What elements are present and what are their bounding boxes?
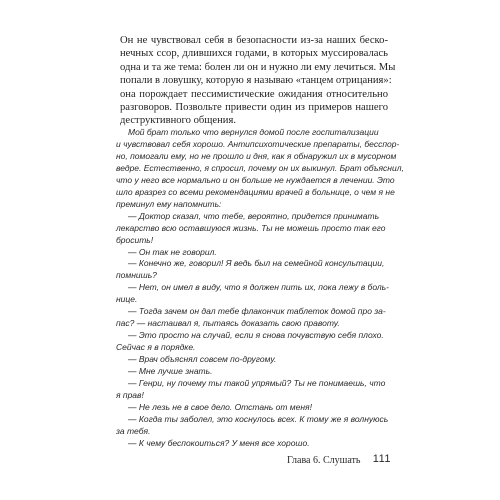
intro-line: она порождает пессимистические ожидания относительно	[120, 88, 388, 100]
quote-line: и чувствовал себя хорошо. Антипсихотические препараты, бесспор-	[116, 138, 400, 149]
quote-line: помнишь?	[116, 270, 157, 281]
quote-line: Сейчас я в порядке.	[116, 342, 196, 353]
quote-line: — Генри, ну почему ты такой упрямый? Ты не понимаешь, что	[128, 378, 386, 389]
intro-line: Он не чувствовал себя в безопасности из-за наших беско-	[120, 35, 388, 46]
quote-line: я прав!	[116, 389, 144, 400]
quote-line: — Врач объяснял совсем по-другому.	[128, 354, 277, 365]
quote-line: — Когда ты заболел, это коснулось всех. К тому же я волнуюсь	[128, 413, 389, 424]
quote-line: — Доктор сказал, что тебе, вероятно, придется принимать	[128, 210, 380, 221]
dialogue-excerpt	[116, 127, 404, 450]
intro-paragraph	[120, 34, 396, 128]
intro-line: разговоров. Позвольте привести один из примеров нашего	[120, 102, 388, 114]
quote-line: — Тогда зачем он дал тебе флакончик таблеток домой про за-	[128, 306, 386, 317]
page-footer	[287, 452, 391, 468]
quote-line: шло вразрез со всеми рекомендациями врачей в больнице, о чем я не	[116, 186, 395, 197]
quote-line: нице.	[116, 294, 138, 305]
running-footer-chapter: Глава 6. Слушать	[287, 455, 361, 466]
quote-line: бросить!	[116, 234, 154, 245]
quote-line: — Это просто на случай, если я снова почувствую себя плохо.	[128, 330, 384, 341]
quote-line: что у него все нормально и он больше не нуждается в лечении. Это	[116, 174, 395, 185]
page-number: 111	[372, 453, 391, 465]
intro-line: попали в ловушку, которую я называю «танцем отрицания»:	[120, 75, 392, 87]
quote-line: пас? — настаивал я, пытаясь доказать свою правоту.	[116, 318, 340, 329]
quote-line: Мой брат только что вернулся домой после госпитализации	[128, 127, 379, 137]
intro-line: одна и та же тема: болен ли он и нужно ли ему лечиться. Мы	[120, 61, 396, 73]
quote-line: ведре. Естественно, я спросил, почему он их выкинул. Брат объяснил,	[116, 162, 404, 173]
quote-line: — Не лезь не в свое дело. Отстань от меня!	[128, 401, 312, 412]
intro-line: деструктивного общения.	[120, 115, 236, 127]
quote-line: — Нет, он имел в виду, что я должен пить их, пока лежу в боль-	[128, 282, 389, 293]
quote-line: лекарство всю оставшуюся жизнь. Ты не можешь просто так его	[116, 222, 386, 233]
intro-line: нечных ссор, длившихся годами, в которых муссировалась	[120, 48, 388, 60]
quote-line: — Мне лучше знать.	[128, 366, 213, 377]
quote-line: — Он так не говорил.	[128, 246, 217, 257]
quote-line: преминул ему напомнить:	[116, 198, 222, 209]
quote-line: — К чему беспокоиться? У меня все хорошо.	[128, 437, 310, 448]
quote-line: — Конечно же, говорил! Я ведь был на семейной консультации,	[128, 258, 385, 269]
quote-line: но, помогали ему, но не прошло и дня, как я обнаружил их в мусорном	[116, 150, 397, 161]
quote-line: за тебя.	[116, 425, 151, 436]
